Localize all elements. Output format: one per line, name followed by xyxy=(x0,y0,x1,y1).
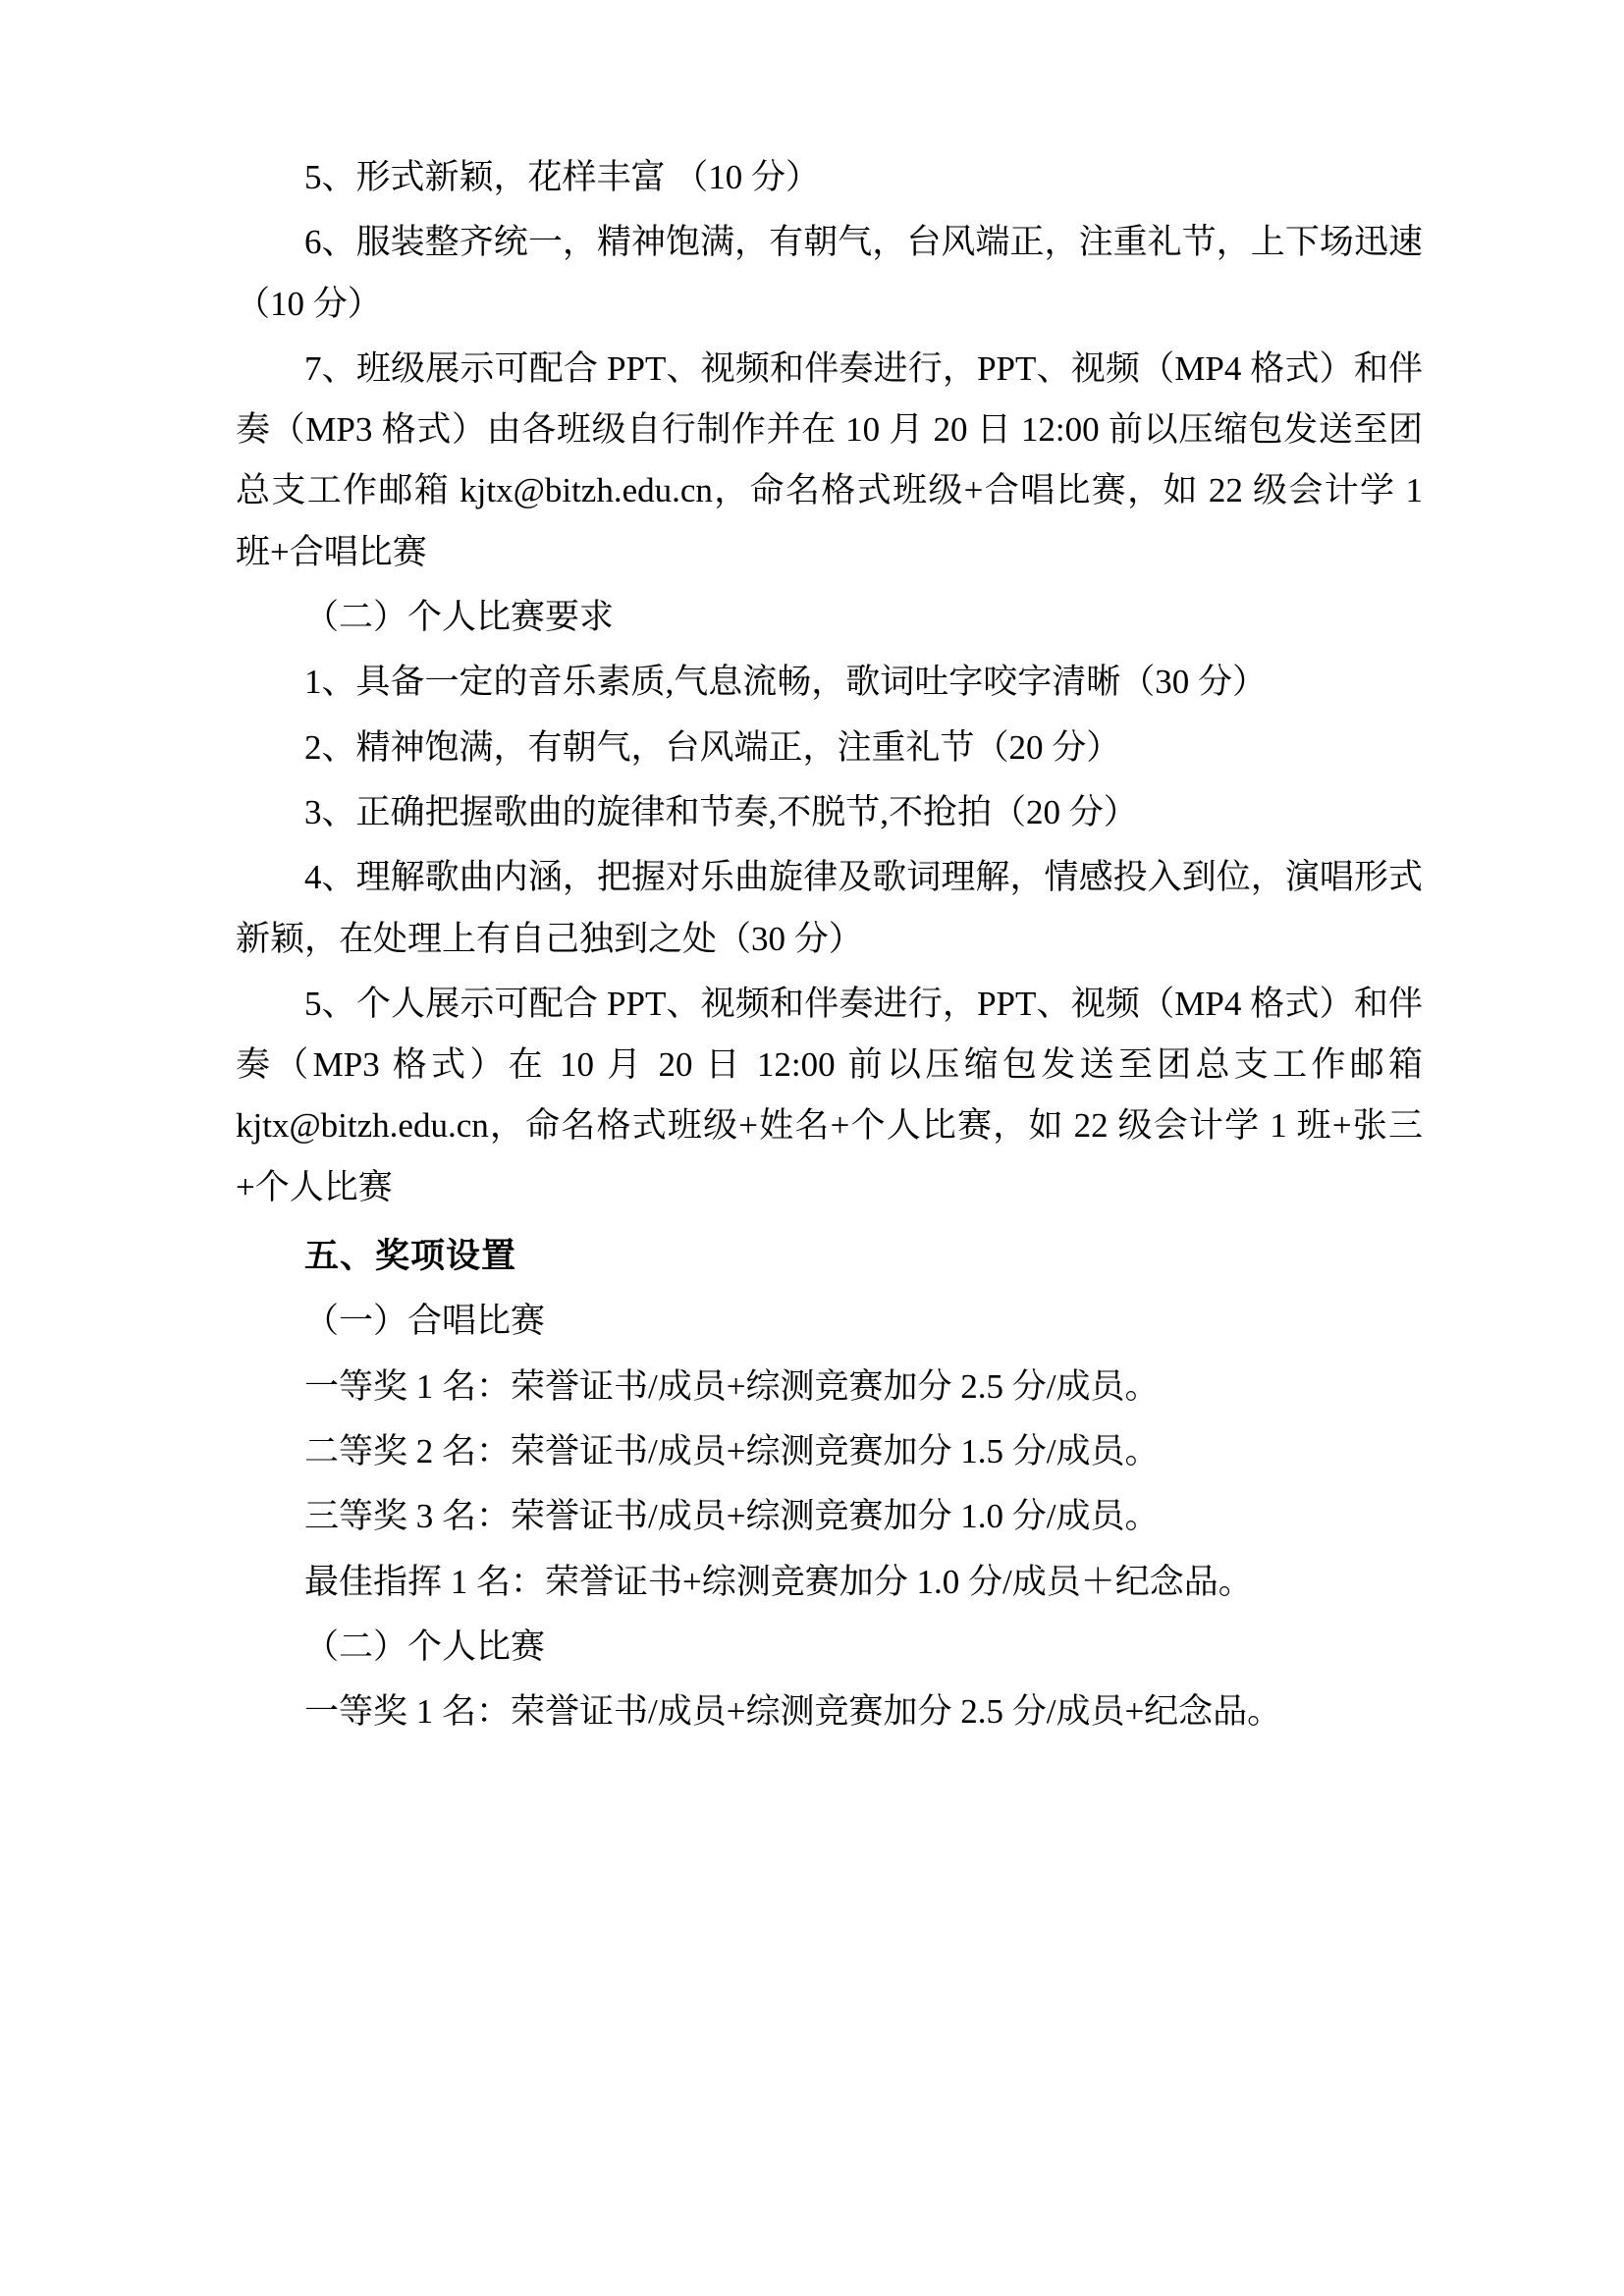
document-body xyxy=(236,147,1423,1742)
paragraph-awards-best-conductor: 最佳指挥 1 名：荣誉证书+综测竞赛加分 1.0 分/成员＋纪念品。 xyxy=(304,1562,1253,1601)
paragraph-choir-req-7: 7、班级展示可配合 PPT、视频和伴奏进行，PPT、视频（MP4 格式）和伴奏（MP3 格式）由各班级自行制作并在 10 月 20 日 12:00 前以压缩包发送至团总支工作邮箱 kjtx@bitzh.edu.cn，命名格式班级+合唱比赛，如 22 级会计学 1 班+合唱比赛 xyxy=(236,348,1423,571)
paragraph-awards-choir-first: 一等奖 1 名：荣誉证书/成员+综测竞赛加分 2.5 分/成员。 xyxy=(304,1366,1160,1406)
paragraph-awards-choir-second: 二等奖 2 名：荣誉证书/成员+综测竞赛加分 1.5 分/成员。 xyxy=(304,1431,1160,1470)
paragraph-awards-individual-label: （二）个人比赛 xyxy=(304,1627,546,1666)
paragraph-indiv-req-1: 1、具备一定的音乐素质,气息流畅，歌词吐字咬字清晰（30 分） xyxy=(304,663,1268,702)
paragraph-choir-req-6: 6、服装整齐统一，精神饱满，有朝气，台风端正，注重礼节，上下场迅速 （10 分） xyxy=(236,223,1423,323)
paragraph-awards-choir-third: 三等奖 3 名：荣誉证书/成员+综测竞赛加分 1.0 分/成员。 xyxy=(304,1497,1160,1536)
paragraph-indiv-req-3: 3、正确把握歌曲的旋律和节奏,不脱节,不抢拍（20 分） xyxy=(304,792,1138,831)
paragraph-choir-req-5: 5、形式新颖，花样丰富 （10 分） xyxy=(304,158,821,196)
paragraph-section-individual-requirements: （二）个人比赛要求 xyxy=(304,598,615,637)
paragraph-indiv-req-5: 5、个人展示可配合 PPT、视频和伴奏进行，PPT、视频（MP4 格式）和伴奏（MP3 格式）在 10 月 20 日 12:00 前以压缩包发送至团总支工作邮箱 kjtx@bitzh.edu.cn，命名格式班级+姓名+个人比赛，如 22 级会计学 1 班+张三+个人比赛 xyxy=(236,984,1423,1206)
paragraph-indiv-req-4: 4、理解歌曲内涵，把握对乐曲旋律及歌词理解，情感投入到位，演唱形式新颖，在处理上有自己独到之处（30 分） xyxy=(236,858,1423,958)
paragraph-awards-choir-label: （一）合唱比赛 xyxy=(304,1302,546,1341)
paragraph-awards-individual-first: 一等奖 1 名：荣誉证书/成员+综测竞赛加分 2.5 分/成员+纪念品。 xyxy=(304,1692,1282,1732)
paragraph-indiv-req-2: 2、精神饱满，有朝气，台风端正，注重礼节（20 分） xyxy=(304,727,1121,767)
section-heading-awards: 五、奖项设置 xyxy=(304,1237,517,1276)
